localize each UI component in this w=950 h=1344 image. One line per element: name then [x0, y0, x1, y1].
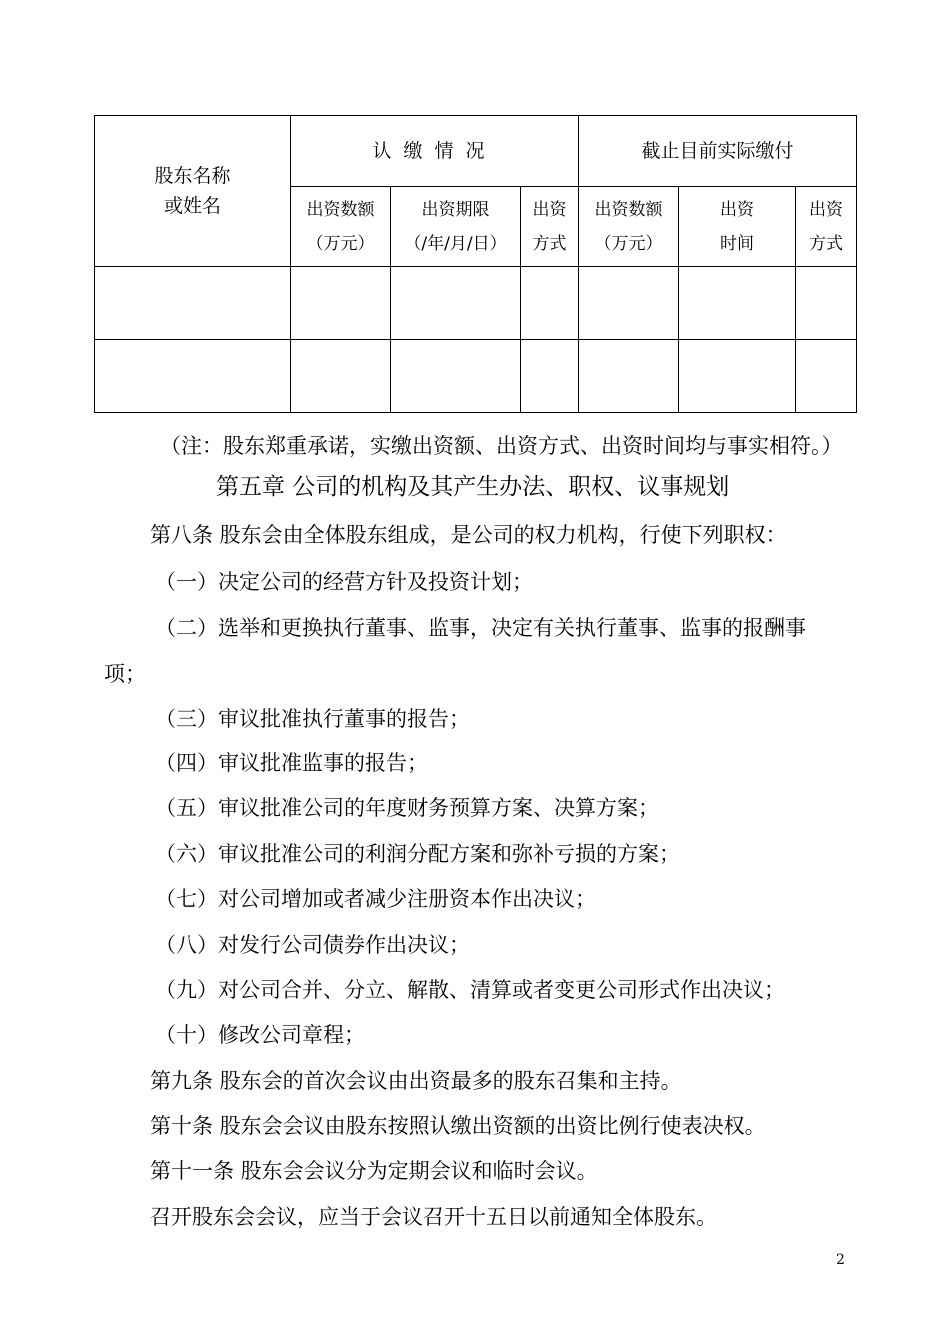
table-note: （注：股东郑重承诺，实缴出资额、出资方式、出资时间均与事实相符。） — [160, 434, 843, 458]
shareholder-name-header — [95, 116, 291, 267]
table-cell — [391, 340, 521, 413]
table-cell — [521, 340, 579, 413]
column-header-line2: （万元） — [306, 233, 375, 254]
column-header-line1: 出资 — [809, 199, 843, 220]
paid-header: 截止目前实际缴付 — [579, 116, 857, 187]
shareholder-name-header-line1: 股东名称 — [154, 165, 231, 187]
column-header-line2: 方式 — [532, 233, 567, 254]
column-header — [291, 187, 391, 267]
column-header-line1: 出资数额 — [306, 199, 375, 220]
list-item: （六）审议批准公司的利润分配方案和弥补亏损的方案； — [155, 842, 680, 866]
list-item: （十）修改公司章程； — [155, 1023, 365, 1047]
table-cell — [95, 267, 291, 340]
table-cell — [796, 267, 857, 340]
list-item: （五）审议批准公司的年度财务预算方案、决算方案； — [155, 796, 659, 820]
column-header-line2: （万元） — [594, 233, 663, 254]
table-cell — [391, 267, 521, 340]
column-header — [579, 187, 679, 267]
table-cell — [679, 340, 796, 413]
column-header — [391, 187, 521, 267]
subscribed-header: 认缴情况 — [291, 116, 579, 187]
capital-contribution-table — [94, 115, 857, 413]
list-item: （一）决定公司的经营方针及投资计划； — [155, 570, 533, 594]
column-header — [796, 187, 857, 267]
column-header — [679, 187, 796, 267]
article-11: 第十一条 股东会会议分为定期会议和临时会议。 — [150, 1159, 598, 1183]
column-header — [521, 187, 579, 267]
column-header-line2: （/年/月/日） — [404, 233, 507, 254]
list-item: （四）审议批准监事的报告； — [155, 751, 428, 775]
column-header-line1: 出资期限 — [421, 199, 490, 220]
list-item-continuation: 项； — [104, 662, 146, 686]
table-cell — [579, 267, 679, 340]
shareholder-name-header-line2: 或姓名 — [163, 195, 221, 217]
list-item: （七）对公司增加或者减少注册资本作出决议； — [155, 887, 596, 911]
list-item: （九）对公司合并、分立、解散、清算或者变更公司形式作出决议； — [155, 978, 785, 1002]
list-item: （八）对发行公司债券作出决议； — [155, 933, 470, 957]
table-cell — [679, 267, 796, 340]
table-row — [95, 267, 857, 340]
article-10: 第十条 股东会会议由股东按照认缴出资额的出资比例行使表决权。 — [150, 1114, 766, 1138]
article-8: 第八条 股东会由全体股东组成，是公司的权力机构，行使下列职权： — [150, 523, 787, 547]
article-11-continuation: 召开股东会会议，应当于会议召开十五日以前通知全体股东。 — [150, 1205, 717, 1229]
list-item: （二）选举和更换执行董事、监事，决定有关执行董事、监事的报酬事 — [155, 616, 806, 640]
list-item: （三）审议批准执行董事的报告； — [155, 707, 470, 731]
table-cell — [521, 267, 579, 340]
table-row — [95, 340, 857, 413]
column-header-line2: 方式 — [809, 233, 843, 254]
column-header-line1: 出资 — [720, 199, 754, 220]
table-cell — [796, 340, 857, 413]
article-9: 第九条 股东会的首次会议由出资最多的股东召集和主持。 — [150, 1069, 682, 1093]
table-cell — [291, 267, 391, 340]
page-number: 2 — [836, 1252, 845, 1268]
chapter-title: 第五章 公司的机构及其产生办法、职权、议事规划 — [216, 474, 730, 500]
column-header-line1: 出资 — [532, 199, 567, 220]
table-cell — [95, 340, 291, 413]
column-header-line2: 时间 — [720, 233, 754, 254]
column-header-line1: 出资数额 — [594, 199, 663, 220]
table-cell — [291, 340, 391, 413]
table-cell — [579, 340, 679, 413]
